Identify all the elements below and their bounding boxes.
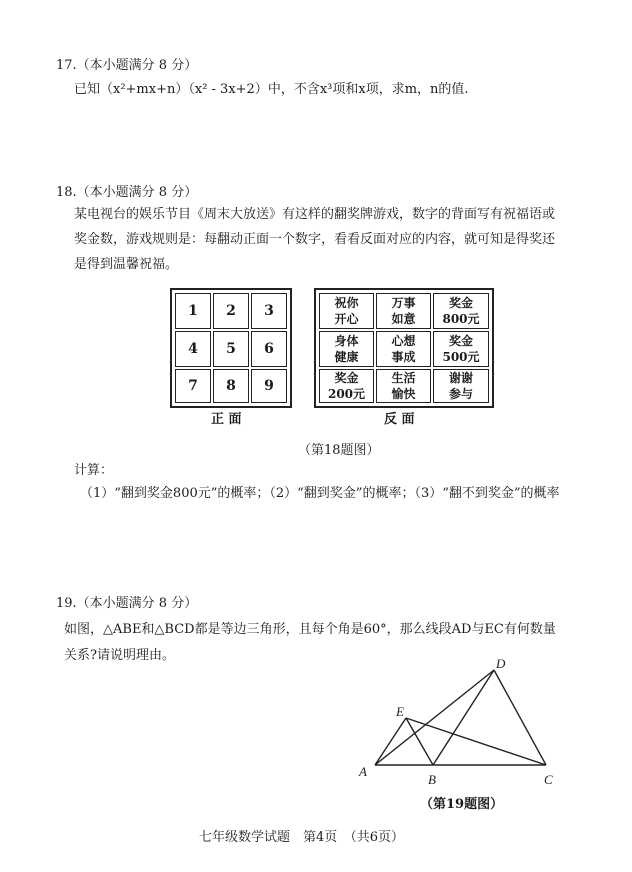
q17-header: 17.（本小题满分 8 分） <box>56 58 198 73</box>
front-card-4: 4 <box>175 331 211 367</box>
back-card-2: 万事 如意 <box>376 293 431 329</box>
front-card-3: 3 <box>251 293 287 329</box>
front-card-7: 7 <box>175 369 211 403</box>
back-card-9: 谢谢 参与 <box>433 369 489 403</box>
point-label-E: E <box>396 704 404 719</box>
front-card-5: 5 <box>213 331 249 367</box>
q18-calc-items: （1）“翻到奖金800元”的概率；（2）“翻到奖金”的概率；（3）“翻不到奖金”的概率 <box>80 486 560 501</box>
front-card-6: 6 <box>251 331 287 367</box>
point-label-D: D <box>496 656 506 671</box>
q19-figure-caption: （第19题图） <box>420 797 504 812</box>
back-card-8: 生活 愉快 <box>376 369 431 403</box>
front-card-8: 8 <box>213 369 249 403</box>
q18-figure-caption: （第18题图） <box>298 443 380 458</box>
q18-header: 18.（本小题满分 8 分） <box>56 185 198 200</box>
point-label-A: A <box>359 764 367 779</box>
front-card-2: 2 <box>213 293 249 329</box>
back-card-4: 身体 健康 <box>319 331 374 367</box>
back-card-5: 心想 事成 <box>376 331 431 367</box>
q18-line-3: 是得到温馨祝福。 <box>74 257 179 272</box>
segment-BD <box>433 670 494 765</box>
back-card-6: 奖金 500元 <box>433 331 489 367</box>
page-footer: 七年级数学试题 第4页 （共6页） <box>199 830 405 845</box>
front-card-1: 1 <box>175 293 211 329</box>
q19-line-2: 关系?请说明理由。 <box>64 648 175 663</box>
segment-AD <box>375 670 494 765</box>
front-card-9: 9 <box>251 369 287 403</box>
segment-AE <box>375 718 406 765</box>
back-card-7: 奖金 200元 <box>319 369 374 403</box>
back-label: 反 面 <box>384 412 415 427</box>
segment-EC <box>406 718 546 765</box>
back-card-1: 祝你 开心 <box>319 293 374 329</box>
point-label-B: B <box>428 772 436 787</box>
q18-line-2: 奖金数，游戏规则是：每翻动正面一个数字，看看反面对应的内容，就可知是得奖还 <box>74 232 556 247</box>
back-card-3: 奖金 800元 <box>433 293 489 329</box>
point-label-C: C <box>544 772 553 787</box>
q19-header: 19.（本小题满分 8 分） <box>56 596 198 611</box>
front-label: 正 面 <box>211 412 242 427</box>
q19-line-1: 如图，△ABE和△BCD都是等边三角形，且每个角是60°，那么线段AD与EC有何数量 <box>64 622 556 637</box>
q18-calc-label: 计算： <box>74 463 114 478</box>
q18-line-1: 某电视台的娱乐节目《周末大放送》有这样的翻奖牌游戏，数字的背面写有祝福语或 <box>74 207 556 222</box>
q17-text: 已知（x²+mx+n）（x² - 3x+2）中，不含x³项和x项，求m，n的值. <box>74 82 469 97</box>
